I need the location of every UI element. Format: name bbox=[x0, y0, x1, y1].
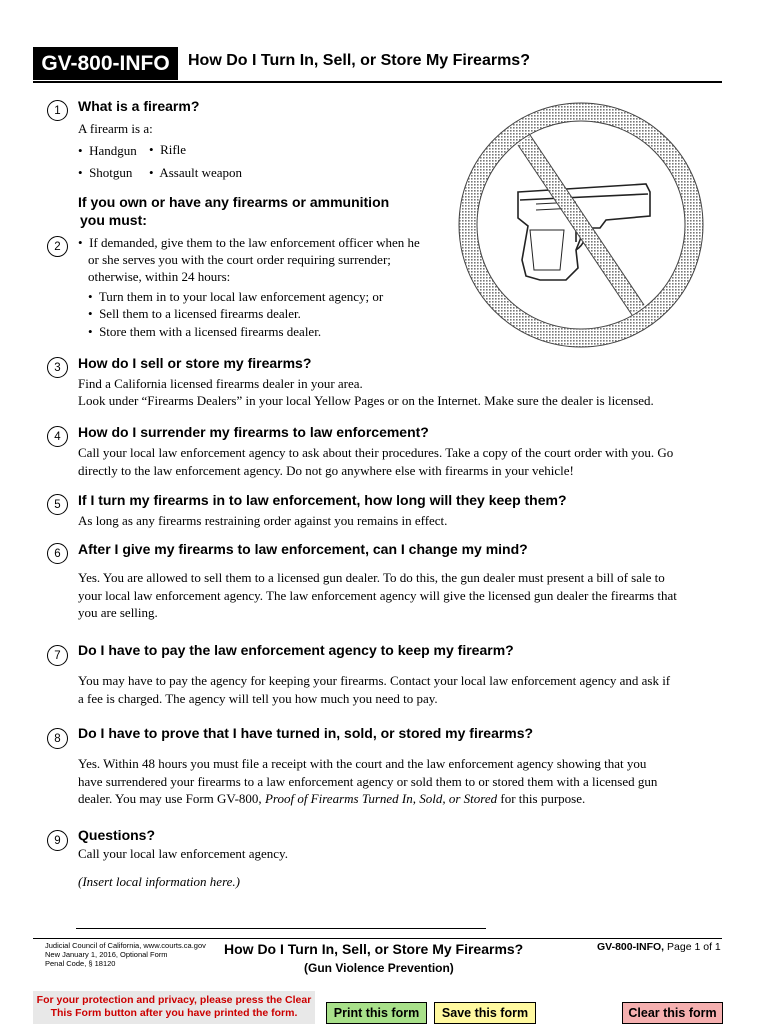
form-id-badge: GV-800-INFO bbox=[33, 47, 178, 80]
page-title: How Do I Turn In, Sell, or Store My Firearms? bbox=[188, 52, 530, 69]
section-7-text: You may have to pay the agency for keeping your firearms. Contact your local law enforcement agency and ask if bbox=[78, 673, 671, 688]
section-7-text: a fee is charged. The agency will tell you how much you need to pay. bbox=[78, 691, 438, 706]
section-3-heading: How do I sell or store my firearms? bbox=[78, 355, 312, 371]
section-number-8: 8 bbox=[47, 728, 68, 749]
section-4-text: directly to the law enforcement agency. Do not go anywhere else with firearms in your vehicle! bbox=[78, 463, 574, 478]
section-5-heading: If I turn my firearms in to law enforcement, how long will they keep them? bbox=[78, 492, 567, 508]
privacy-notice: For your protection and privacy, please press the Clear This Form button after you have printed the form. bbox=[33, 991, 315, 1024]
footer-meta: Judicial Council of California, www.courts.ca.gov New January 1, 2016, Optional Form Penal Code, § 18120 bbox=[45, 941, 206, 968]
local-info-line bbox=[76, 928, 486, 929]
section-8-text: dealer. You may use Form GV-800, Proof of Firearms Turned In, Sold, or Stored for this purpose. bbox=[78, 791, 586, 806]
footer-page-info: GV-800-INFO, Page 1 of 1 bbox=[597, 941, 721, 953]
section-3-text: Look under “Firearms Dealers” in your local Yellow Pages or on the Internet. Make sure the dealer is licensed. bbox=[78, 393, 654, 408]
section-7-heading: Do I have to pay the law enforcement agency to keep my firearm? bbox=[78, 642, 514, 658]
section-number-6: 6 bbox=[47, 543, 68, 564]
section-1-heading: What is a firearm? bbox=[78, 98, 200, 114]
section-number-1: 1 bbox=[47, 100, 68, 121]
no-firearms-icon bbox=[456, 100, 706, 350]
list-item: • Shotgun bbox=[78, 165, 133, 180]
save-button[interactable]: Save this form bbox=[434, 1002, 536, 1024]
section-number-5: 5 bbox=[47, 494, 68, 515]
section-8-heading: Do I have to prove that I have turned in, sold, or stored my firearms? bbox=[78, 725, 534, 741]
section-6-text: your local law enforcement agency. The law enforcement agency will give the licensed gun dealer the firearms that bbox=[78, 588, 677, 603]
section-6-text: Yes. You are allowed to sell them to a licensed gun dealer. To do this, the gun dealer must present a bill of sale to bbox=[78, 570, 665, 585]
list-item: • Assault weapon bbox=[149, 165, 243, 180]
section-6-heading: After I give my firearms to law enforcement, can I change my mind? bbox=[78, 541, 528, 557]
section-8-text: Yes. Within 48 hours you must file a receipt with the court and the law enforcement agency showing that you bbox=[78, 756, 647, 771]
clear-button[interactable]: Clear this form bbox=[622, 1002, 723, 1024]
list-item: • Handgun bbox=[78, 143, 137, 158]
section-number-7: 7 bbox=[47, 645, 68, 666]
local-info-placeholder: (Insert local information here.) bbox=[78, 874, 240, 889]
section-number-3: 3 bbox=[47, 357, 68, 378]
section-4-heading: How do I surrender my firearms to law enforcement? bbox=[78, 424, 429, 440]
print-button[interactable]: Print this form bbox=[326, 1002, 427, 1024]
section-2-text: or she serves you with the court order requiring surrender; bbox=[88, 252, 391, 267]
section-2-text: otherwise, within 24 hours: bbox=[88, 269, 231, 284]
section-number-9: 9 bbox=[47, 830, 68, 851]
section-6-text: you are selling. bbox=[78, 605, 158, 620]
section-9-text: Call your local law enforcement agency. bbox=[78, 846, 288, 861]
section-number-4: 4 bbox=[47, 426, 68, 447]
footer-divider bbox=[33, 938, 722, 939]
section-9-heading: Questions? bbox=[78, 827, 156, 843]
footer-subtitle: (Gun Violence Prevention) bbox=[304, 961, 454, 975]
section-1-intro: A firearm is a: bbox=[78, 121, 153, 136]
list-item: • Sell them to a licensed firearms dealer. bbox=[88, 306, 301, 321]
section-3-text: Find a California licensed firearms dealer in your area. bbox=[78, 376, 363, 391]
title-divider bbox=[33, 81, 722, 83]
section-4-text: Call your local law enforcement agency to ask about their procedures. Take a copy of the court order with you. Go bbox=[78, 445, 674, 460]
section-5-text: As long as any firearms restraining order against you remains in effect. bbox=[78, 513, 448, 528]
list-item: • Rifle bbox=[149, 142, 187, 157]
list-item: • Turn them in to your local law enforcement agency; or bbox=[88, 289, 384, 304]
section-8-text: have surrendered your firearms to a law enforcement agency or sold them to or stored them with a licensed gun bbox=[78, 774, 658, 789]
footer-title: How Do I Turn In, Sell, or Store My Firearms? bbox=[224, 941, 524, 957]
list-item: • Store them with a licensed firearms dealer. bbox=[88, 324, 322, 339]
section-2-heading-line2: you must: bbox=[80, 212, 147, 228]
section-2-text: • If demanded, give them to the law enforcement officer when he bbox=[78, 235, 420, 250]
section-2-heading-line1: If you own or have any firearms or ammunition bbox=[78, 194, 390, 210]
section-number-2: 2 bbox=[47, 236, 68, 257]
